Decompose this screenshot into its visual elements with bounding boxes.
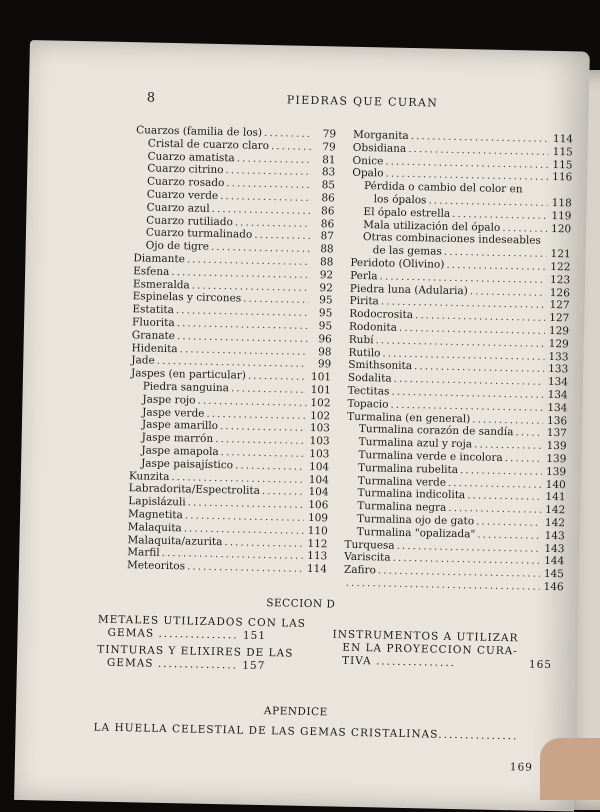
- entry-text: TIVA: [342, 655, 372, 668]
- entry-label: Jaspes (en particular): [131, 367, 246, 382]
- entry-page: 123: [548, 274, 570, 287]
- entry-label: Topacio: [347, 397, 388, 411]
- leader-dots: [438, 729, 518, 743]
- entry-page: 112: [305, 537, 327, 550]
- entry-page: 119: [549, 210, 571, 223]
- entry-page: 143: [543, 530, 565, 543]
- entry-page: 86: [312, 205, 334, 218]
- entry-page: 102: [308, 397, 330, 410]
- entry-page: 134: [546, 389, 568, 402]
- entry-page: 102: [308, 409, 330, 422]
- entry-label: Turmalina corazón de sandía: [359, 423, 514, 439]
- entry-label: Cuarzo rutiliado: [146, 214, 233, 229]
- entry-label: Tectitas: [348, 385, 390, 399]
- entry-page: 140: [544, 478, 566, 491]
- entry-page: 136: [545, 414, 567, 427]
- entry-page: 115: [551, 146, 573, 159]
- entry-label: Peridoto (Olivino): [350, 257, 444, 272]
- entry-label: Perla: [350, 270, 378, 283]
- toc-entry-huella: [93, 721, 534, 774]
- entry-page: 104: [307, 473, 329, 486]
- entry-text: TINTURAS Y ELIXIRES DE LAS: [97, 644, 327, 662]
- entry-page: 115: [550, 159, 572, 172]
- entry-text: INSTRUMENTOS A UTILIZAR: [332, 628, 552, 646]
- entry-text: METALES UTILIZADOS CON LAS: [98, 614, 328, 632]
- entry-page: 120: [549, 222, 571, 235]
- entry-label: Turmalina verde: [358, 474, 446, 489]
- toc-entry-tinturas: [97, 644, 327, 675]
- leader-dots: [515, 427, 543, 440]
- entry-label: Cuarzos (familia de los): [136, 124, 262, 139]
- entry-label: Pirita: [349, 295, 379, 308]
- entry-label: Cuarzo citrino: [147, 163, 223, 177]
- book-page: [14, 40, 590, 812]
- entry-label: Mala utilización del ópalo: [363, 219, 500, 235]
- entry-label: Turmalina ojo de gato: [357, 513, 474, 528]
- entry-page: 104: [306, 486, 328, 499]
- entry-label: Magnetita: [128, 508, 183, 522]
- entry-label: los ópalos: [374, 193, 427, 207]
- entry-label: Jaspe marrón: [142, 432, 214, 446]
- entry-label: Cuarzo verde: [147, 188, 219, 202]
- entry-label: Piedra sanguina: [143, 380, 230, 395]
- entry-page: 139: [544, 440, 566, 453]
- entry-label: Cristal de cuarzo claro: [148, 137, 269, 152]
- entry-page: 142: [543, 504, 565, 517]
- entry-page: 92: [311, 269, 333, 282]
- entry-label: Jaspe rojo: [142, 393, 195, 407]
- entry-label: Cuarzo azul: [146, 201, 209, 215]
- entry-label: Lapislázuli: [128, 495, 186, 509]
- entry-label: Opalo: [352, 167, 384, 180]
- entry-label: Hidenita: [131, 342, 177, 356]
- entry-label: de las gemas: [373, 244, 442, 258]
- entry-page: 95: [310, 307, 332, 320]
- toc-entry-instrumentos: [332, 628, 553, 672]
- page-number: 8: [147, 90, 157, 105]
- entry-page: 83: [313, 166, 335, 179]
- entry-page: 103: [308, 435, 330, 448]
- entry-page: 101: [309, 384, 331, 397]
- entry-page: 95: [310, 320, 332, 333]
- leader-dots: [187, 560, 303, 575]
- entry-label: Jaspe paisajístico: [141, 457, 233, 472]
- entry-page: 87: [312, 230, 334, 243]
- entry-page: 139: [544, 453, 566, 466]
- entry-label: Jaspe amarillo: [142, 419, 218, 433]
- entry-page: 79: [314, 128, 336, 141]
- toc-column-right: [344, 129, 574, 594]
- entry-page: 145: [542, 568, 564, 581]
- entry-page: 134: [546, 376, 568, 389]
- entry-page: 98: [309, 345, 331, 358]
- entry-page: 103: [307, 448, 329, 461]
- entry-page: 104: [307, 461, 329, 474]
- entry-page: 165: [529, 659, 552, 672]
- toc-entry-metales: [97, 614, 327, 645]
- running-title: PIEDRAS QUE CURAN: [287, 93, 439, 109]
- entry-label: Espinelas y circones: [133, 291, 242, 306]
- entry-page: 143: [542, 542, 564, 555]
- entry-label: Cuarzo amatista: [147, 150, 234, 165]
- entry-label: Kunzita: [129, 470, 170, 484]
- leader-dots: [376, 655, 456, 669]
- entry-label: Meteoritos: [127, 559, 185, 573]
- leader-dots: [477, 528, 541, 542]
- entry-page: 146: [542, 581, 564, 594]
- entry-label: Turmalina azul y roja: [359, 436, 473, 451]
- entry-page: 157: [242, 660, 265, 672]
- entry-label: Zafiro: [344, 564, 376, 577]
- entry-text: LA HUELLA CELESTIAL DE LAS GEMAS CRISTALINAS: [93, 721, 438, 740]
- entry-label: Jaspe verde: [142, 406, 204, 420]
- entry-label: Cuarzo rosado: [147, 176, 225, 190]
- entry-page: 92: [311, 282, 333, 295]
- entry-page: 118: [550, 197, 572, 210]
- entry-label: Labradorita/Espectrolita: [128, 482, 260, 498]
- entry-page: 127: [547, 299, 569, 312]
- entry-page: 106: [306, 499, 328, 512]
- entry-label: Malaquita: [128, 521, 182, 535]
- entry-label: Esfena: [133, 265, 169, 279]
- entry-label: Turquesa: [344, 538, 394, 552]
- leader-dots: [505, 452, 543, 466]
- entry-label: Otras combinaciones indeseables: [363, 231, 541, 248]
- entry-page: 79: [314, 141, 336, 154]
- entry-label: Jade: [131, 355, 155, 368]
- entry-label: Rutilo: [348, 346, 380, 359]
- entry-page: 169: [93, 752, 533, 774]
- entry-page: 114: [551, 133, 573, 146]
- entry-label: Diamante: [133, 252, 185, 266]
- entry-label: Morganita: [353, 129, 409, 143]
- entry-page: 96: [310, 333, 332, 346]
- entry-page: 126: [548, 286, 570, 299]
- entry-page: 151: [243, 630, 266, 642]
- entry-label: Rubí: [349, 333, 374, 346]
- entry-label: Turmalina negra: [357, 500, 446, 515]
- entry-label: Rodonita: [349, 321, 397, 335]
- entry-label: Turmalina (en general): [347, 410, 470, 425]
- entry-page: 121: [548, 248, 570, 261]
- leader-dots: [248, 370, 307, 384]
- page-header: [29, 88, 589, 100]
- entry-label: Estatita: [132, 303, 174, 317]
- entry-label: Turmalina "opalizada": [357, 526, 476, 541]
- entry-page: 86: [312, 218, 334, 231]
- entry-label: Sodalita: [348, 372, 392, 386]
- entry-label: El ópalo estrella: [363, 206, 450, 221]
- entry-label: Rodocrosita: [349, 308, 413, 322]
- leader-dots: [502, 222, 547, 236]
- entry-page: 81: [313, 154, 335, 167]
- entry-page: 141: [543, 491, 565, 504]
- leader-dots: [271, 140, 312, 154]
- entry-page: 95: [310, 294, 332, 307]
- entry-page: 103: [308, 422, 330, 435]
- entry-page: 88: [311, 256, 333, 269]
- apendice-title: APENDICE: [264, 705, 328, 718]
- entry-label: Onice: [352, 154, 383, 167]
- entry-page: 127: [547, 312, 569, 325]
- entry-label: Esmeralda: [133, 278, 190, 292]
- entry-text: GEMAS: [107, 627, 154, 640]
- entry-label: Malaquita/azurita: [127, 534, 222, 549]
- entry-page: 129: [547, 338, 569, 351]
- entry-page: 129: [547, 325, 569, 338]
- entry-label: Turmalina rubelita: [358, 462, 458, 477]
- leader-dots: [264, 127, 312, 141]
- thumb: [540, 738, 600, 800]
- entry-page: 110: [306, 525, 328, 538]
- entry-page: 144: [542, 555, 564, 568]
- entry-page: 134: [545, 402, 567, 415]
- leader-dots: [221, 446, 306, 461]
- toc-column-left: [127, 124, 336, 576]
- entry-label: Variscita: [344, 551, 391, 565]
- entry-page: 139: [544, 466, 566, 479]
- entry-page: 85: [313, 179, 335, 192]
- entry-label: Pérdida o cambio del color en: [364, 180, 523, 196]
- leader-dots: [158, 658, 238, 672]
- entry-page: 88: [312, 243, 334, 256]
- entry-label: Jaspe amapola: [141, 444, 219, 458]
- entry-label: Granate: [132, 329, 175, 343]
- entry-text: GEMAS: [107, 657, 154, 670]
- entry-page: 122: [548, 261, 570, 274]
- leader-dots: [158, 628, 238, 642]
- entry-page: 86: [313, 192, 335, 205]
- entry-line: [93, 721, 533, 743]
- entry-label: Smithsonita: [348, 359, 412, 373]
- entry-page: 133: [546, 363, 568, 376]
- leader-dots: [262, 485, 305, 499]
- entry-text: EN LA PROYECCION CURA-: [332, 641, 552, 659]
- entry-label: Cuarzo turmalinado: [146, 227, 253, 242]
- entry-label: Turmalina verde e incolora: [358, 449, 503, 465]
- entry-page: 101: [309, 371, 331, 384]
- entry-label: Ojo de tigre: [146, 240, 210, 254]
- entry-page: 116: [550, 171, 572, 184]
- section-d-title: SECCION D: [266, 597, 335, 610]
- entry-label: Obsidiana: [353, 142, 407, 156]
- entry-page: 99: [309, 358, 331, 371]
- entry-page: 114: [305, 563, 327, 576]
- entry-label: Marfil: [127, 546, 160, 559]
- leader-dots: [346, 577, 540, 594]
- entry-label: Turmalina indicolita: [357, 487, 465, 502]
- entry-label: Fluorita: [132, 316, 175, 330]
- entry-page: 142: [543, 517, 565, 530]
- entry-label: Piedra luna (Adularia): [350, 282, 468, 297]
- entry-page: 113: [305, 550, 327, 563]
- entry-page: 109: [306, 512, 328, 525]
- entry-page: 137: [545, 427, 567, 440]
- entry-page: 133: [546, 350, 568, 363]
- leader-dots: [254, 229, 310, 243]
